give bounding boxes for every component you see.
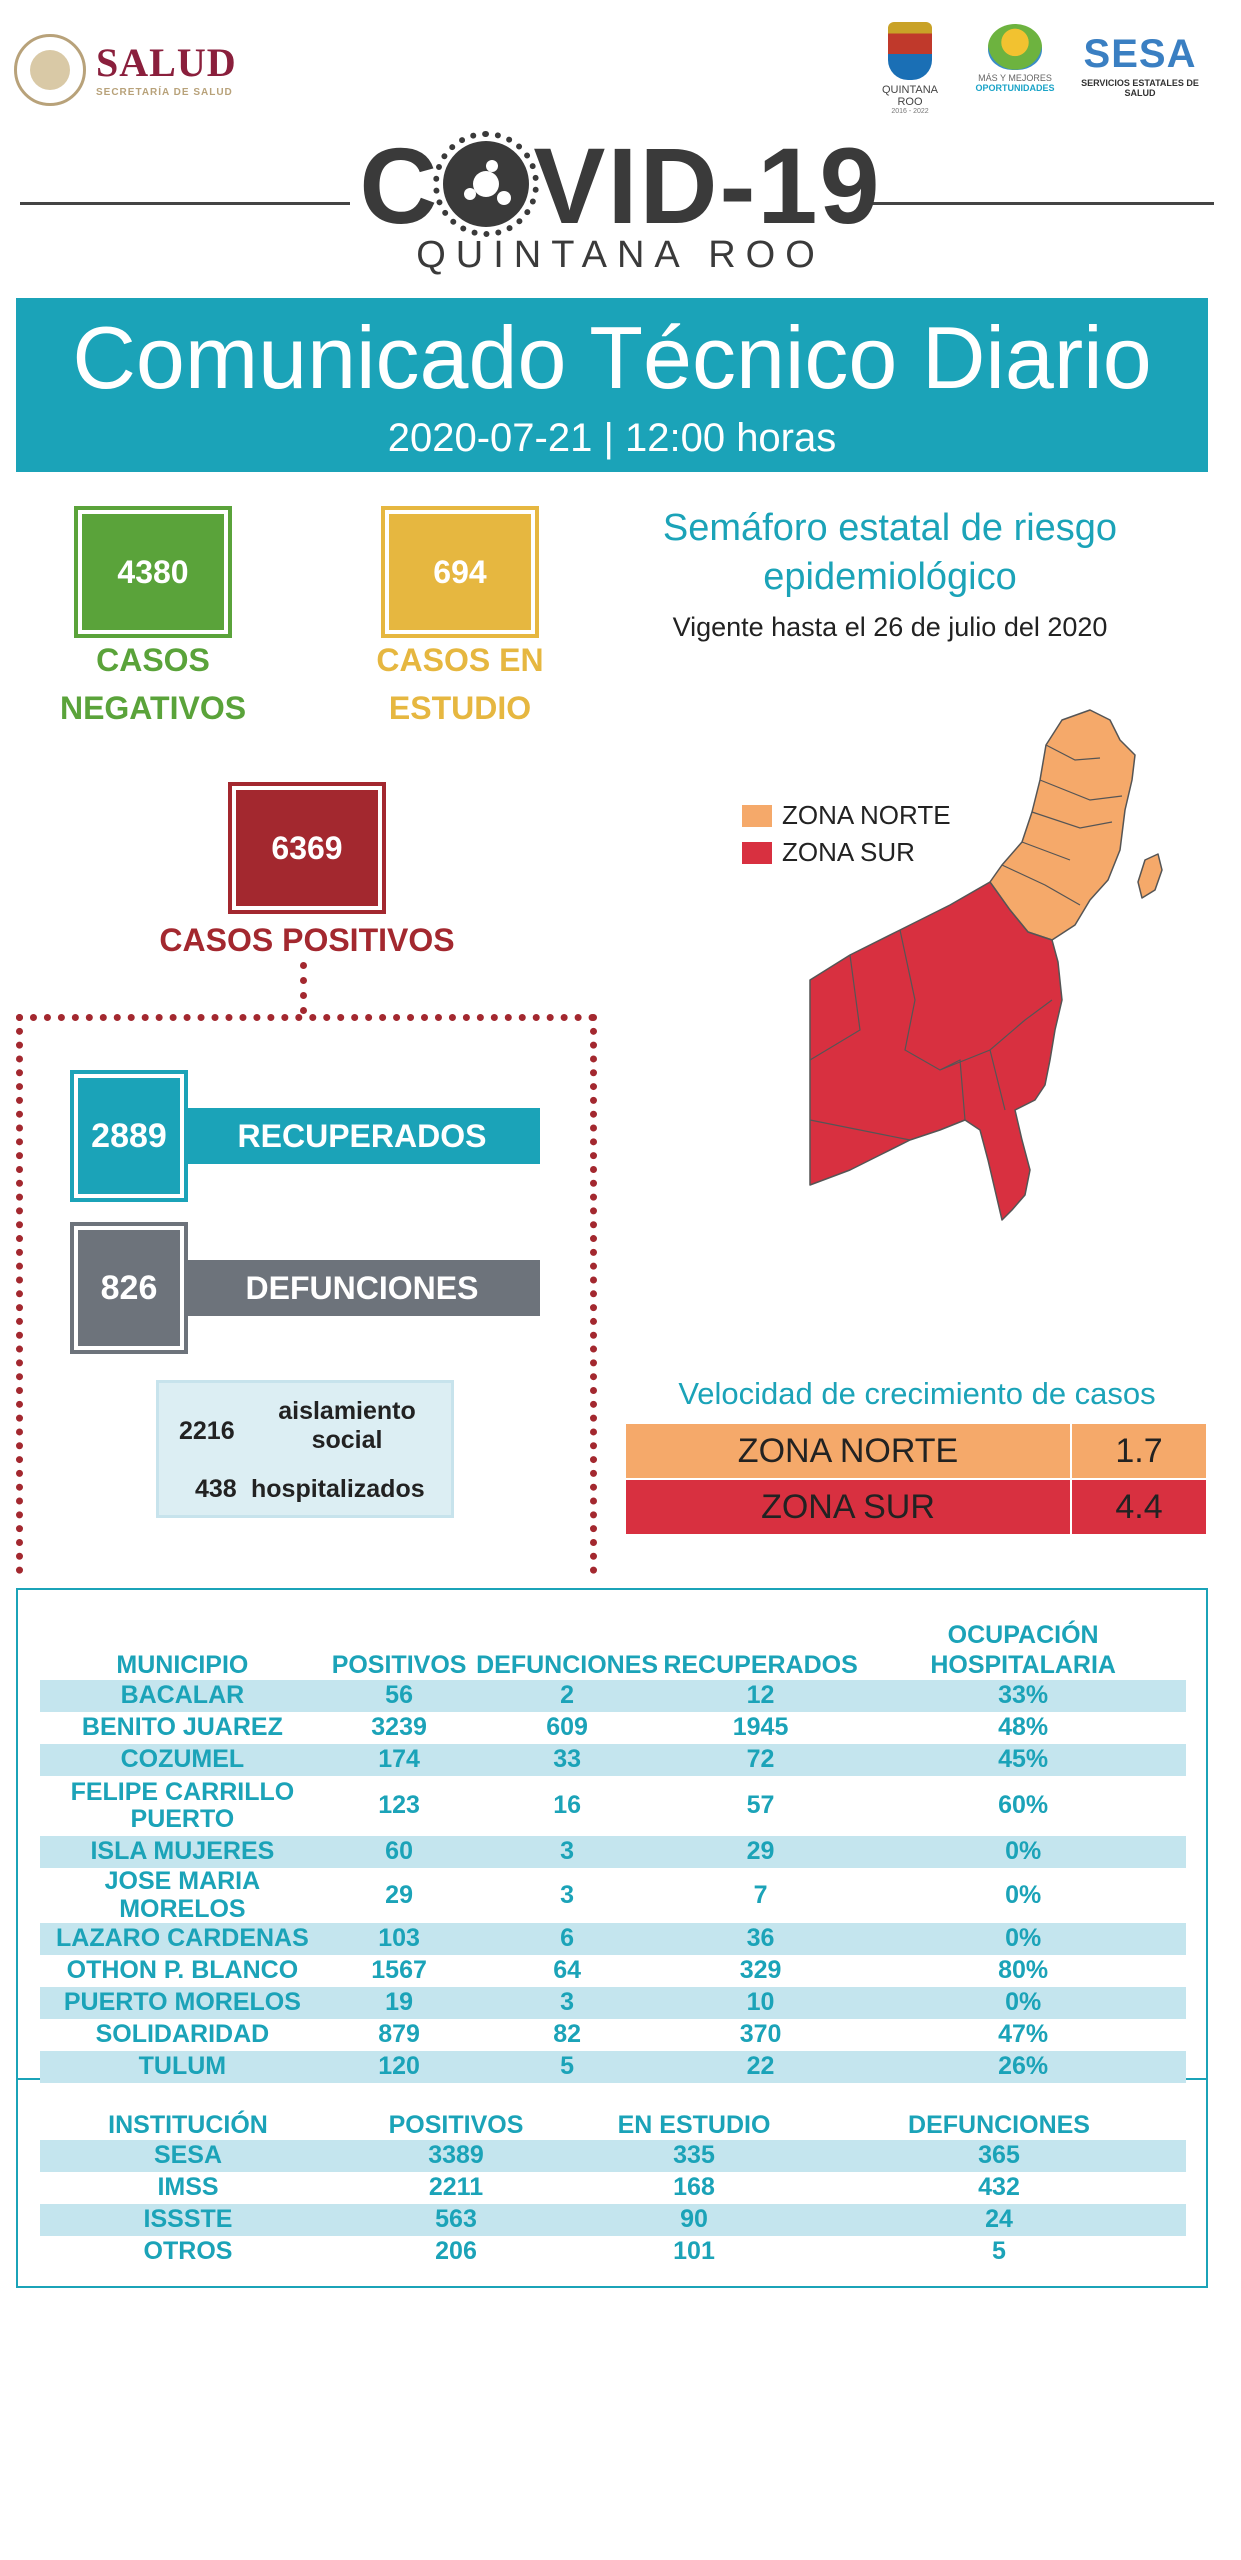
municipios-cell: 609 (546, 1713, 588, 1742)
dotted-connector (300, 962, 307, 1014)
municipios-cell: 82 (553, 2020, 581, 2049)
municipios-cell: ISLA MUJERES (40, 1836, 325, 1868)
municipios-cell: JOSE MARIA MORELOS (104, 1867, 261, 1923)
municipios-cell: 123 (378, 1791, 420, 1820)
sesa-name: SESA (1083, 32, 1197, 76)
header-positivos: POSITIVOS (388, 2111, 524, 2139)
municipios-cell: LAZARO CARDENAS (40, 1923, 325, 1955)
header-recuperados: RECUPERADOS (663, 1651, 858, 1679)
mexico-seal-icon (14, 34, 86, 106)
municipios-cell: 3 (473, 1836, 660, 1868)
banner-date: 2020-07-21 | 12:00 horas (387, 416, 837, 460)
municipios-cell: 1945 (732, 1713, 789, 1742)
municipios-cell: 6 (473, 1923, 660, 1955)
header-defunciones: DEFUNCIONES (476, 1651, 659, 1679)
sesa-logo (1070, 34, 1210, 98)
municipios-cell: 0% (1005, 1880, 1042, 1909)
municipios-cell: 26% (860, 2051, 1186, 2083)
recuperados-label: RECUPERADOS (184, 1108, 540, 1164)
municipios-cell: 56 (325, 1680, 474, 1712)
salud-logo (14, 34, 237, 106)
instituciones-cell: 101 (673, 2237, 715, 2266)
legend-norte-swatch (742, 805, 772, 827)
instituciones-cell: 90 (576, 2204, 812, 2236)
header-defunciones: DEFUNCIONES (908, 2111, 1090, 2139)
municipios-cell: 10 (661, 1987, 860, 2019)
qroo-sub: 2016 - 2022 (891, 108, 929, 115)
legend-sur-label: ZONA SUR (782, 837, 915, 867)
municipios-row (40, 1744, 1186, 1776)
instituciones-row (40, 2140, 1186, 2172)
instituciones-row (40, 2204, 1186, 2236)
municipios-cell: 1567 (371, 1956, 427, 1985)
velocidad-valor: 4.4 (1071, 1479, 1207, 1534)
legend-sur-swatch (742, 842, 772, 864)
municipios-row (40, 2051, 1186, 2083)
header-positivos: POSITIVOS (331, 1651, 467, 1679)
quintana-roo-logo (870, 22, 950, 115)
municipios-cell: 0% (860, 1923, 1186, 1955)
instituciones-body (40, 2140, 1186, 2268)
legend-norte-label: ZONA NORTE (782, 800, 951, 830)
aislamiento-label: aislamiento social (278, 1397, 416, 1454)
municipios-row (40, 1680, 1186, 1712)
instituciones-cell: 563 (336, 2204, 576, 2236)
defunciones-row (74, 1226, 540, 1350)
recuperados-value: 2889 (74, 1074, 184, 1198)
salud-name: SALUD (96, 39, 237, 85)
zona-norte-region (990, 710, 1135, 940)
municipios-cell: FELIPE CARRILLO PUERTO (70, 1777, 295, 1833)
municipios-cell: 57 (746, 1791, 775, 1820)
aislamiento-value: 2216 (179, 1417, 235, 1445)
header-institucion: INSTITUCIÓN (108, 2111, 268, 2139)
municipios-cell: 329 (739, 1956, 782, 1985)
municipios-row (40, 1868, 1186, 1923)
municipios-cell: 29 (385, 1880, 413, 1909)
municipios-row (40, 1836, 1186, 1868)
sesa-sub: SERVICIOS ESTATALES DE SALUD (1081, 78, 1199, 98)
estudio-value: 694 (385, 510, 535, 634)
municipios-cell: 879 (378, 2020, 420, 2049)
virus-icon (443, 141, 529, 227)
instituciones-table (40, 2110, 1186, 2268)
instituciones-row (40, 2236, 1186, 2268)
municipios-cell: 3239 (371, 1713, 427, 1742)
municipios-cell: 29 (661, 1836, 860, 1868)
instituciones-cell: 5 (992, 2237, 1006, 2266)
municipios-cell: 120 (325, 2051, 474, 2083)
municipios-body (40, 1680, 1186, 2083)
municipios-row (40, 2019, 1186, 2051)
municipios-cell: 12 (661, 1680, 860, 1712)
velocidad-valor: 1.7 (1071, 1424, 1207, 1479)
municipios-cell: PUERTO MORELOS (40, 1987, 325, 2019)
covid-title (0, 125, 1241, 246)
municipios-cell: SOLIDARIDAD (95, 2020, 270, 2049)
municipios-cell: 103 (325, 1923, 474, 1955)
header-ocupacion: OCUPACIÓN HOSPITALARIA (930, 1621, 1116, 1679)
cozumel-island (1138, 854, 1162, 898)
positivos-value: 6369 (232, 786, 382, 910)
shield-icon (888, 22, 932, 80)
municipios-cell: 80% (998, 1956, 1049, 1985)
negativos-label-1: CASOS (96, 642, 210, 678)
header-en-estudio: EN ESTUDIO (617, 2111, 771, 2139)
municipios-row (40, 1712, 1186, 1744)
estudio-label-2: ESTUDIO (388, 690, 532, 726)
positivos-label: CASOS POSITIVOS (159, 922, 455, 958)
municipios-cell: TULUM (40, 2051, 325, 2083)
covid-subtitle: QUINTANA ROO (416, 234, 825, 276)
qroo-name: QUINTANA ROO (881, 84, 939, 108)
banner (16, 298, 1208, 472)
instituciones-cell: OTROS (143, 2237, 233, 2266)
municipios-cell: 22 (661, 2051, 860, 2083)
hospitalizados-value: 438 (195, 1475, 237, 1503)
instituciones-cell: 432 (978, 2173, 1020, 2202)
instituciones-cell: 335 (576, 2140, 812, 2172)
covid-title-pre: C (359, 125, 440, 246)
header-municipio: MUNICIPIO (116, 1651, 249, 1679)
instituciones-cell: 206 (435, 2237, 477, 2266)
velocidad-row-norte (626, 1424, 1207, 1479)
municipios-cell: COZUMEL (40, 1744, 325, 1776)
negativos-label-2: NEGATIVOS (59, 690, 247, 726)
banner-title: Comunicado Técnico Diario (72, 308, 1152, 407)
municipios-cell: 16 (553, 1791, 581, 1820)
estudio-label-1: CASOS EN (376, 642, 544, 678)
municipios-cell: 33% (860, 1680, 1186, 1712)
municipios-cell: 3 (473, 1987, 660, 2019)
municipios-cell: 174 (325, 1744, 474, 1776)
municipios-cell: 60% (998, 1791, 1049, 1820)
municipios-cell: 0% (860, 1987, 1186, 2019)
municipios-cell: BACALAR (40, 1680, 325, 1712)
velocidad-zona: ZONA SUR (626, 1479, 1071, 1534)
municipios-cell: 33 (473, 1744, 660, 1776)
velocidad-zona: ZONA NORTE (626, 1424, 1071, 1479)
instituciones-cell: ISSSTE (40, 2204, 336, 2236)
defunciones-value: 826 (74, 1226, 184, 1350)
mas-line2: OPORTUNIDADES (975, 82, 1055, 93)
velocidad-title: Velocidad de crecimiento de casos (678, 1376, 1156, 1411)
defunciones-label: DEFUNCIONES (184, 1260, 540, 1316)
instituciones-cell: SESA (40, 2140, 336, 2172)
estudio-label (330, 636, 590, 732)
velocidad-row-sur (626, 1479, 1207, 1534)
recuperados-row (74, 1074, 540, 1198)
municipios-cell: 0% (860, 1836, 1186, 1868)
velocidad-table (626, 1424, 1208, 1534)
zona-sur-region (810, 882, 1062, 1220)
municipios-cell: 45% (860, 1744, 1186, 1776)
aislamiento-box (156, 1380, 454, 1518)
municipios-cell: BENITO JUAREZ (81, 1713, 283, 1742)
instituciones-cell: 365 (812, 2140, 1186, 2172)
municipios-header-row (40, 1620, 1186, 1680)
municipios-cell: 64 (553, 1956, 581, 1985)
dotted-box-left (16, 1014, 23, 1574)
municipios-row (40, 1955, 1186, 1987)
dotted-box-top (16, 1014, 596, 1021)
municipios-cell: 19 (325, 1987, 474, 2019)
municipios-cell: 60 (325, 1836, 474, 1868)
dotted-box-right (590, 1014, 597, 1574)
municipios-cell: 2 (473, 1680, 660, 1712)
mas-line1: MÁS Y MEJORES (978, 73, 1052, 83)
semaforo-vigencia: Vigente hasta el 26 de julio del 2020 (672, 612, 1108, 642)
municipios-cell: 370 (739, 2020, 782, 2049)
tree-icon (988, 24, 1042, 70)
municipios-cell: 48% (998, 1713, 1049, 1742)
municipios-row (40, 1987, 1186, 2019)
municipios-cell: 3 (560, 1880, 575, 1909)
municipios-table (40, 1620, 1186, 2083)
salud-sub: SECRETARÍA DE SALUD (96, 86, 233, 98)
municipios-cell: 36 (661, 1923, 860, 1955)
municipios-row (40, 1923, 1186, 1955)
semaforo-title: Semáforo estatal de riesgo epidemiológico (662, 507, 1118, 599)
negativos-label (20, 636, 286, 732)
municipios-cell: 7 (753, 1880, 768, 1909)
instituciones-cell: 24 (812, 2204, 1186, 2236)
municipios-cell: OTHON P. BLANCO (66, 1956, 299, 1985)
municipios-cell: 72 (661, 1744, 860, 1776)
instituciones-cell: 2211 (428, 2173, 484, 2202)
instituciones-cell: 3389 (336, 2140, 576, 2172)
negativos-value: 4380 (78, 510, 228, 634)
mas-oportunidades-logo (972, 24, 1058, 94)
instituciones-cell: 168 (673, 2173, 715, 2202)
quintana-roo-map (790, 700, 1190, 1290)
covid-title-post: VID-19 (533, 125, 882, 246)
municipios-row (40, 1776, 1186, 1836)
instituciones-row (40, 2172, 1186, 2204)
instituciones-header-row (40, 2110, 1186, 2140)
municipios-cell: 47% (998, 2020, 1049, 2049)
instituciones-cell: IMSS (157, 2173, 219, 2202)
hospitalizados-label: hospitalizados (251, 1475, 425, 1503)
municipios-cell: 5 (473, 2051, 660, 2083)
